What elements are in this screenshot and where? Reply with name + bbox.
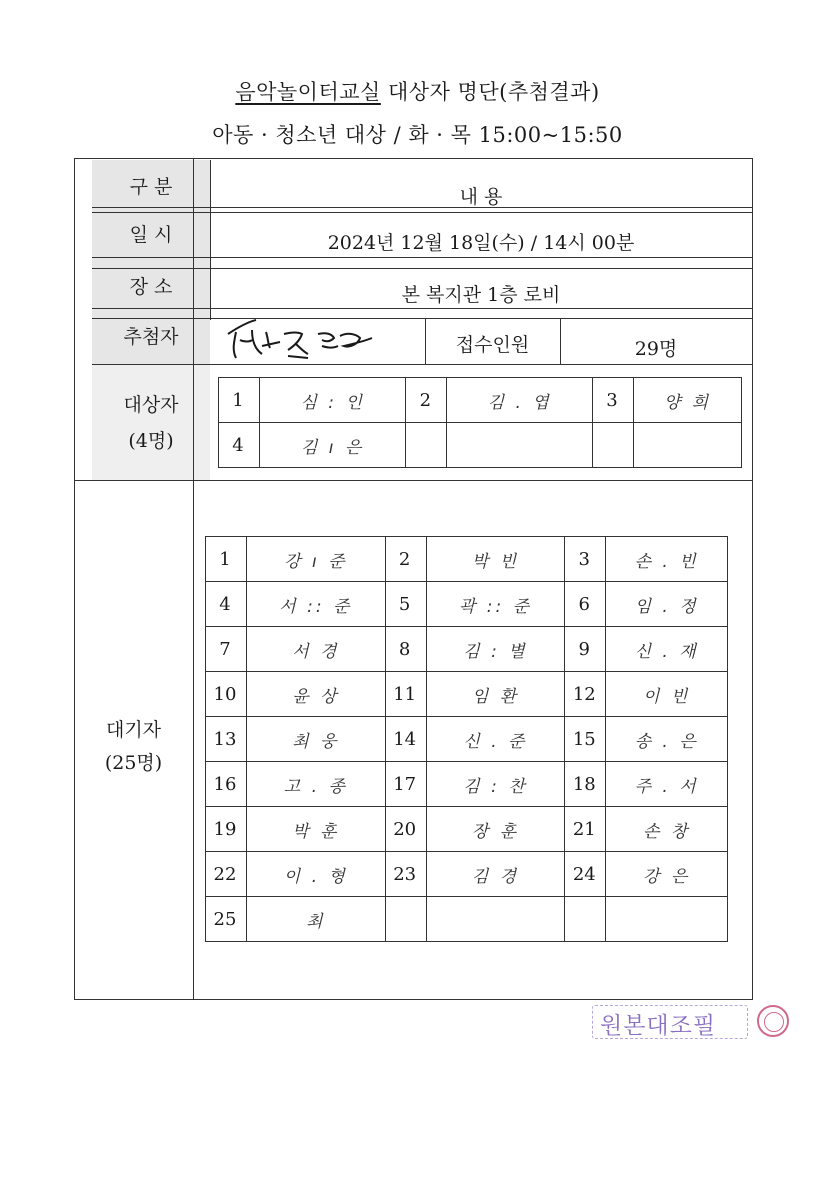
entry-name: 송 . 은 bbox=[606, 717, 728, 762]
entry-name: 김 : 찬 bbox=[426, 762, 565, 807]
table-row bbox=[206, 762, 728, 807]
entry-name: 손 창 bbox=[606, 807, 728, 852]
entry-number: 5 bbox=[385, 582, 426, 627]
table-row bbox=[206, 852, 728, 897]
entry-number: 11 bbox=[385, 672, 426, 717]
entry-name: 서 경 bbox=[247, 627, 386, 672]
entry-name: 심 : 인 bbox=[260, 378, 406, 423]
row-line bbox=[92, 268, 752, 269]
entry-name: 최 웅 bbox=[247, 717, 386, 762]
entry-name: 양 희 bbox=[633, 378, 741, 423]
entry-name: 이 . 형 bbox=[247, 852, 386, 897]
entry-number: 2 bbox=[406, 378, 447, 423]
certified-copy-stamp bbox=[592, 1003, 792, 1041]
entry-name: 곽 :: 준 bbox=[426, 582, 565, 627]
entry-name: 서 :: 준 bbox=[247, 582, 386, 627]
entry-name: 고 . 종 bbox=[247, 762, 386, 807]
selected-count: (4명) bbox=[128, 430, 174, 452]
date-label: 일 시 bbox=[129, 224, 173, 246]
entry-name: 김 ı 은 bbox=[260, 423, 406, 468]
entry-name: 윤 상 bbox=[247, 672, 386, 717]
entry-name: 이 빈 bbox=[606, 672, 728, 717]
entry-name bbox=[447, 423, 593, 468]
entry-number: 21 bbox=[565, 807, 606, 852]
document-title bbox=[0, 76, 835, 106]
entry-name: 박 빈 bbox=[426, 537, 565, 582]
entry-number: 4 bbox=[206, 582, 247, 627]
entry-name: 신 . 재 bbox=[606, 627, 728, 672]
entry-name: 김 : 별 bbox=[426, 627, 565, 672]
table-row bbox=[206, 627, 728, 672]
selected-label: 대상자 bbox=[123, 394, 179, 416]
date-value: 2024년 12월 18일(수) / 14시 00분 bbox=[327, 232, 635, 254]
row-line bbox=[92, 364, 752, 365]
entry-number: 20 bbox=[385, 807, 426, 852]
applicants-value: 29명 bbox=[634, 338, 678, 360]
place-value: 본 복지관 1층 로비 bbox=[401, 284, 561, 306]
entry-number: 13 bbox=[206, 717, 247, 762]
entry-number: 3 bbox=[592, 378, 633, 423]
entry-name: 김 경 bbox=[426, 852, 565, 897]
entry-name: 최 bbox=[247, 897, 386, 942]
row-line bbox=[92, 257, 752, 258]
table-row bbox=[206, 807, 728, 852]
entry-name: 임 환 bbox=[426, 672, 565, 717]
applicants-label: 접수인원 bbox=[455, 334, 530, 356]
entry-number: 6 bbox=[565, 582, 606, 627]
entry-number: 24 bbox=[565, 852, 606, 897]
seal-icon bbox=[757, 1005, 789, 1037]
entry-number: 8 bbox=[385, 627, 426, 672]
entry-number: 7 bbox=[206, 627, 247, 672]
entry-name: 신 . 준 bbox=[426, 717, 565, 762]
entry-number: 1 bbox=[206, 537, 247, 582]
selected-grid bbox=[218, 377, 742, 468]
entry-number: 25 bbox=[206, 897, 247, 942]
entry-number: 17 bbox=[385, 762, 426, 807]
entry-number: 2 bbox=[385, 537, 426, 582]
entry-name: 임 . 정 bbox=[606, 582, 728, 627]
entry-number: 4 bbox=[219, 423, 260, 468]
entry-name bbox=[426, 897, 565, 942]
col-label-category: 구 분 bbox=[129, 176, 173, 198]
entry-number: 3 bbox=[565, 537, 606, 582]
entry-number: 22 bbox=[206, 852, 247, 897]
document-subtitle: 아동 · 청소년 대상 / 화 · 목 15:00~15:50 bbox=[212, 123, 623, 147]
entry-number: 1 bbox=[219, 378, 260, 423]
entry-name: 박 훈 bbox=[247, 807, 386, 852]
row-line bbox=[74, 480, 752, 481]
entry-name bbox=[606, 897, 728, 942]
entry-number: 15 bbox=[565, 717, 606, 762]
entry-number bbox=[592, 423, 633, 468]
entry-number: 14 bbox=[385, 717, 426, 762]
entry-number bbox=[565, 897, 606, 942]
table-row bbox=[206, 897, 728, 942]
entry-name: 강 은 bbox=[606, 852, 728, 897]
entry-name: 손 . 빈 bbox=[606, 537, 728, 582]
entry-number: 16 bbox=[206, 762, 247, 807]
entry-number: 18 bbox=[565, 762, 606, 807]
waitlist-grid bbox=[205, 536, 728, 942]
row-line bbox=[92, 318, 752, 319]
waitlist-label: 대기자 bbox=[105, 719, 162, 741]
title-program-name: 음악놀이터교실 bbox=[235, 80, 381, 104]
entry-number: 23 bbox=[385, 852, 426, 897]
entry-number: 12 bbox=[565, 672, 606, 717]
table-row bbox=[219, 423, 742, 468]
table-row bbox=[206, 717, 728, 762]
entry-number: 19 bbox=[206, 807, 247, 852]
entry-name: 강 ı 준 bbox=[247, 537, 386, 582]
table-row bbox=[206, 582, 728, 627]
table-row bbox=[219, 378, 742, 423]
drawer-signature bbox=[222, 312, 382, 364]
entry-number: 9 bbox=[565, 627, 606, 672]
place-label: 장 소 bbox=[129, 276, 173, 298]
stamp-text: 원본대조필 bbox=[600, 1013, 717, 1039]
entry-name: 주 . 서 bbox=[606, 762, 728, 807]
entry-name: 김 . 엽 bbox=[447, 378, 593, 423]
row-line bbox=[92, 212, 752, 213]
entry-number bbox=[385, 897, 426, 942]
entry-number: 10 bbox=[206, 672, 247, 717]
table-row bbox=[206, 537, 728, 582]
entry-name: 장 훈 bbox=[426, 807, 565, 852]
title-rest: 대상자 명단(추첨결과) bbox=[380, 80, 600, 104]
col-label-content: 내 용 bbox=[459, 186, 503, 208]
row-line bbox=[92, 308, 752, 309]
drawer-label: 추첨자 bbox=[123, 326, 179, 348]
entry-number bbox=[406, 423, 447, 468]
waitlist-count: (25명) bbox=[104, 752, 163, 774]
entry-name bbox=[633, 423, 741, 468]
table-row bbox=[206, 672, 728, 717]
